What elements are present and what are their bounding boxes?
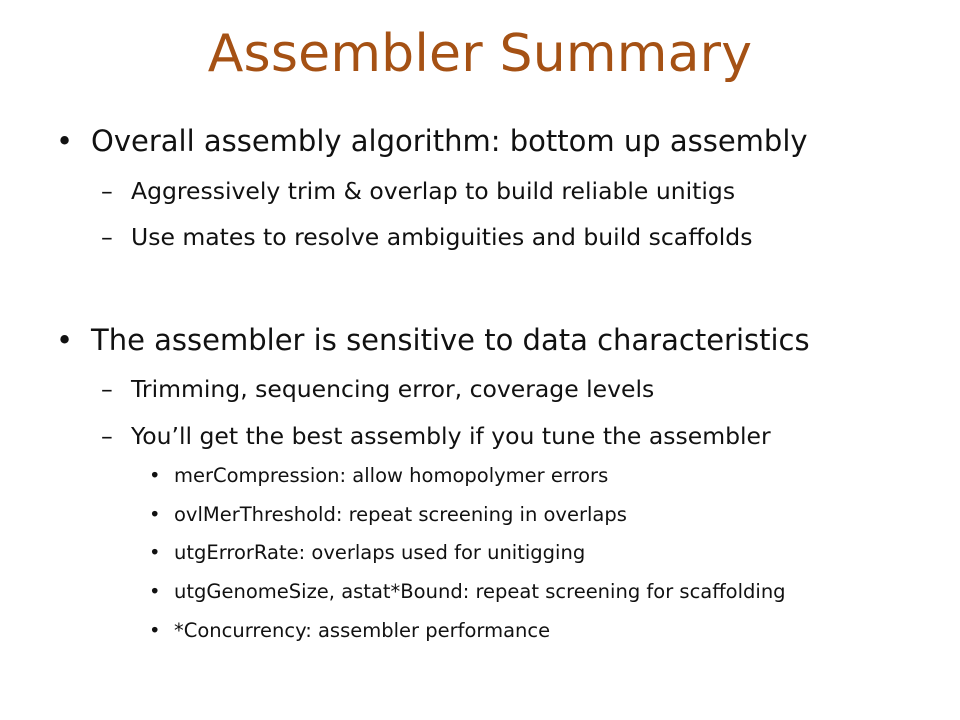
dash-marker: – (101, 177, 113, 205)
detail-text: merCompression: allow homopolymer errors (174, 464, 609, 487)
bullet-text: The assembler is sensitive to data characteristics (91, 323, 810, 357)
detail-text: utgGenomeSize, astat*Bound: repeat screening for scaffolding (174, 580, 786, 603)
detail-text: utgErrorRate: overlaps used for unitigging (174, 541, 586, 564)
sub-bullet-text: Use mates to resolve ambiguities and build scaffolds (131, 223, 753, 251)
detail-text: *Concurrency: assembler performance (174, 619, 551, 642)
sub-bullet-text: You’ll get the best assembly if you tune the assembler (131, 422, 771, 450)
dash-marker: – (101, 223, 113, 251)
bullet-marker: • (56, 323, 74, 357)
dash-marker: – (101, 375, 113, 403)
bullet-text: Overall assembly algorithm: bottom up assembly (91, 124, 808, 158)
detail-text: ovlMerThreshold: repeat screening in overlaps (174, 503, 627, 526)
bullet-marker: • (56, 124, 74, 158)
bullet-marker: • (149, 580, 161, 603)
bullet-marker: • (149, 619, 161, 642)
slide-title: Assembler Summary (207, 24, 753, 84)
bullet-marker: • (149, 503, 161, 526)
sub-bullet-text: Aggressively trim & overlap to build reliable unitigs (131, 177, 736, 205)
sub-bullet-text: Trimming, sequencing error, coverage levels (131, 375, 655, 403)
bullet-marker: • (149, 464, 161, 487)
dash-marker: – (101, 422, 113, 450)
bullet-marker: • (149, 541, 161, 564)
